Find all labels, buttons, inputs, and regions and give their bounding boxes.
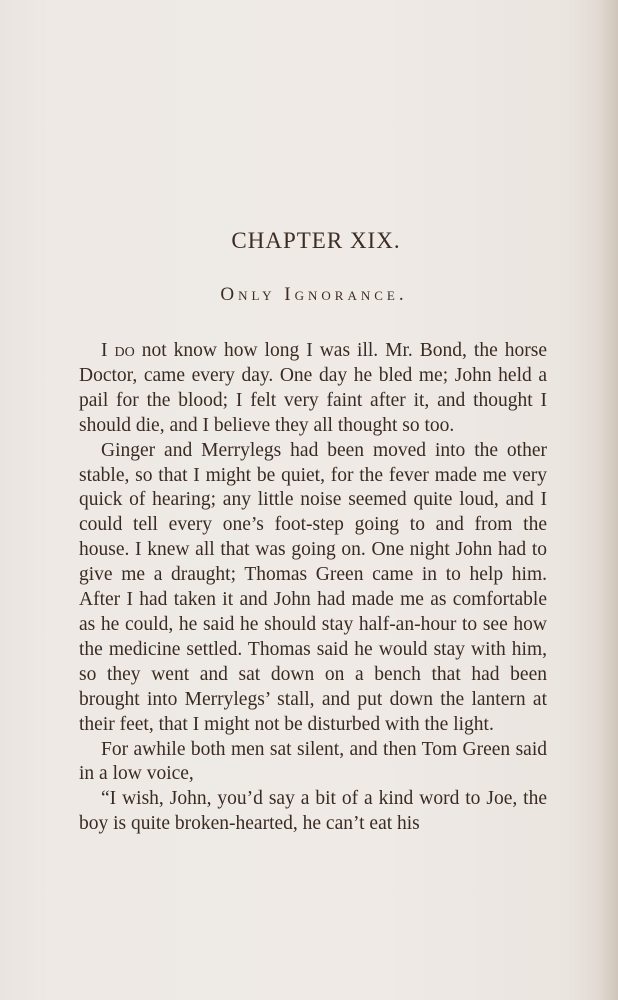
- chapter-body: [79, 339, 547, 837]
- paragraph-2: Ginger and Merrylegs had been moved into the other stable, so that I might be quiet, for the fever made me very quick of hearing; any little noise seemed quite loud, and I could tell every one’s foot-step going to and from the house. I knew all that was going on. One night John had to give me a draught; Thomas Green came in to help him. After I had taken it and John had made me as comfortable as he could, he said he should stay half-an-hour to see how the medicine settled. Thomas said he would stay with him, so they went and sat down on a bench that had been brought into Merrylegs’ stall, and put down the lantern at their feet, that I might not be disturbed with the light.: [79, 439, 547, 735]
- paragraph-1: [79, 339, 547, 439]
- chapter-title: CHAPTER XIX.: [231, 228, 401, 253]
- paragraph-1-lead-smallcaps: do: [114, 340, 135, 361]
- paragraph-3: For awhile both men sat silent, and then Tom Green said in a low voice,: [79, 738, 547, 785]
- paragraph-1-lead: I: [101, 340, 115, 361]
- chapter-subtitle: Only Ignorance.: [220, 284, 408, 305]
- paragraph-1-text: not know how long I was ill. Mr. Bond, the horse Doctor, came every day. One day he bled me; John held a pail for the blood; I felt very faint after it, and thought I should die, and I believe they all thought so too.: [79, 340, 547, 436]
- paragraph-4: “I wish, John, you’d say a bit of a kind word to Joe, the boy is quite broken-hearted, he can’t eat his: [79, 788, 547, 835]
